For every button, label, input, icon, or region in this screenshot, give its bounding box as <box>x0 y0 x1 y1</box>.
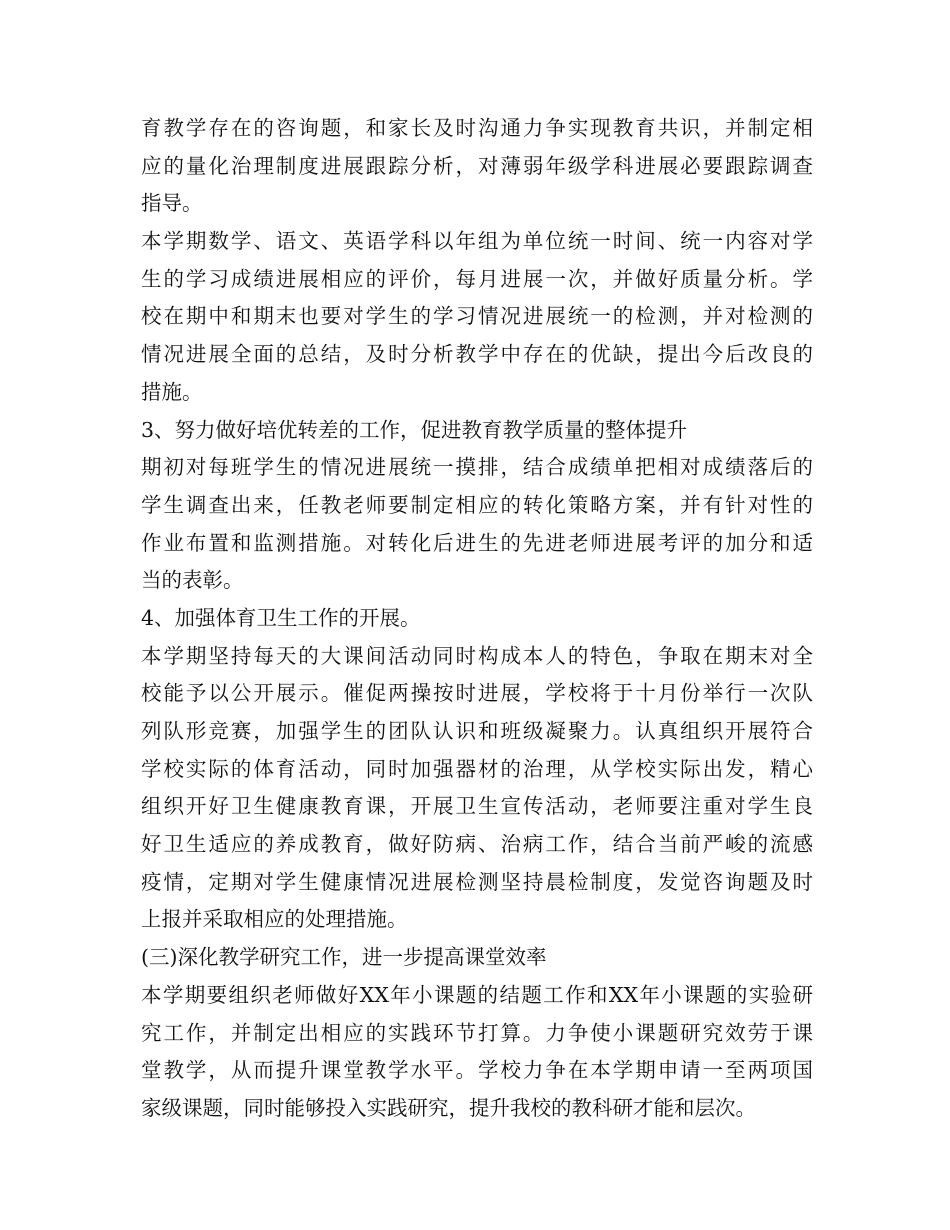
text-line: 本学期要组织老师做好XX年小课题的结题工作和XX年小课题的实验研 <box>141 982 813 1007</box>
text-line: 疫情，定期对学生健康情况进展检测坚持晨检制度，发觉咨询题及时 <box>141 869 813 894</box>
text-line: 校能予以公开展示。催促两操按时进展，学校将于十月份举行一次队 <box>141 681 813 706</box>
text-line: 本学期数学、语文、英语学科以年组为单位统一时间、统一内容对学 <box>141 229 813 254</box>
text-line: 育教学存在的咨询题，和家长及时沟通力争实现教育共识，并制定相 <box>141 116 813 140</box>
text-line: 堂教学，从而提升课堂教学水平。学校力争在本学期申请一至两项国 <box>141 1058 813 1083</box>
text-line: 列队形竞赛，加强学生的团队认识和班级凝聚力。认真组织开展符合 <box>141 719 813 743</box>
text-line: 当的表彰。 <box>141 568 244 593</box>
text-line: 情况进展全面的总结，及时分析教学中存在的优缺，提出今后改良的 <box>141 342 813 367</box>
text-line: 本学期坚持每天的大课间活动同时构成本人的特色，争取在期末对全 <box>141 643 813 668</box>
document-body <box>141 110 813 1128</box>
text-line: 校在期中和期末也要对学生的学习情况进展统一的检测，并对检测的 <box>141 304 813 329</box>
section-heading: (三)深化教学研究工作，进一步提高课堂效率 <box>141 945 547 970</box>
text-line: 组织开好卫生健康教育课，开展卫生宣传活动，老师要注重对学生良 <box>141 794 813 819</box>
section-heading: 3、努力做好培优转差的工作，促进教育教学质量的整体提升 <box>141 417 688 442</box>
text-line: 上报并采取相应的处理措施。 <box>141 907 408 932</box>
text-line: 生的学习成绩进展相应的评价，每月进展一次，并做好质量分析。学 <box>141 266 813 291</box>
text-line: 作业布置和监测措施。对转化后进生的先进老师进展考评的加分和适 <box>141 530 813 555</box>
text-line: 学生调查出来，任教老师要制定相应的转化策略方案，并有针对性的 <box>141 492 813 517</box>
text-line: 究工作，并制定出相应的实践环节打算。力争使小课题研究效劳于课 <box>141 1020 813 1045</box>
section-heading: 4、加强体育卫生工作的开展。 <box>141 605 421 630</box>
text-line: 期初对每班学生的情况进展统一摸排，结合成绩单把相对成绩落后的 <box>141 455 813 480</box>
text-line: 好卫生适应的养成教育，做好防病、治病工作，结合当前严峻的流感 <box>141 832 813 857</box>
text-line: 指导。 <box>141 191 203 216</box>
text-line: 应的量化治理制度进展跟踪分析，对薄弱年级学科进展必要跟踪调查 <box>141 153 813 178</box>
text-line: 学校实际的体育活动，同时加强器材的治理，从学校实际出发，精心 <box>141 756 813 781</box>
text-line: 措施。 <box>141 379 203 404</box>
text-line: 家级课题，同时能够投入实践研究，提升我校的教科研才能和层次。 <box>141 1095 756 1120</box>
